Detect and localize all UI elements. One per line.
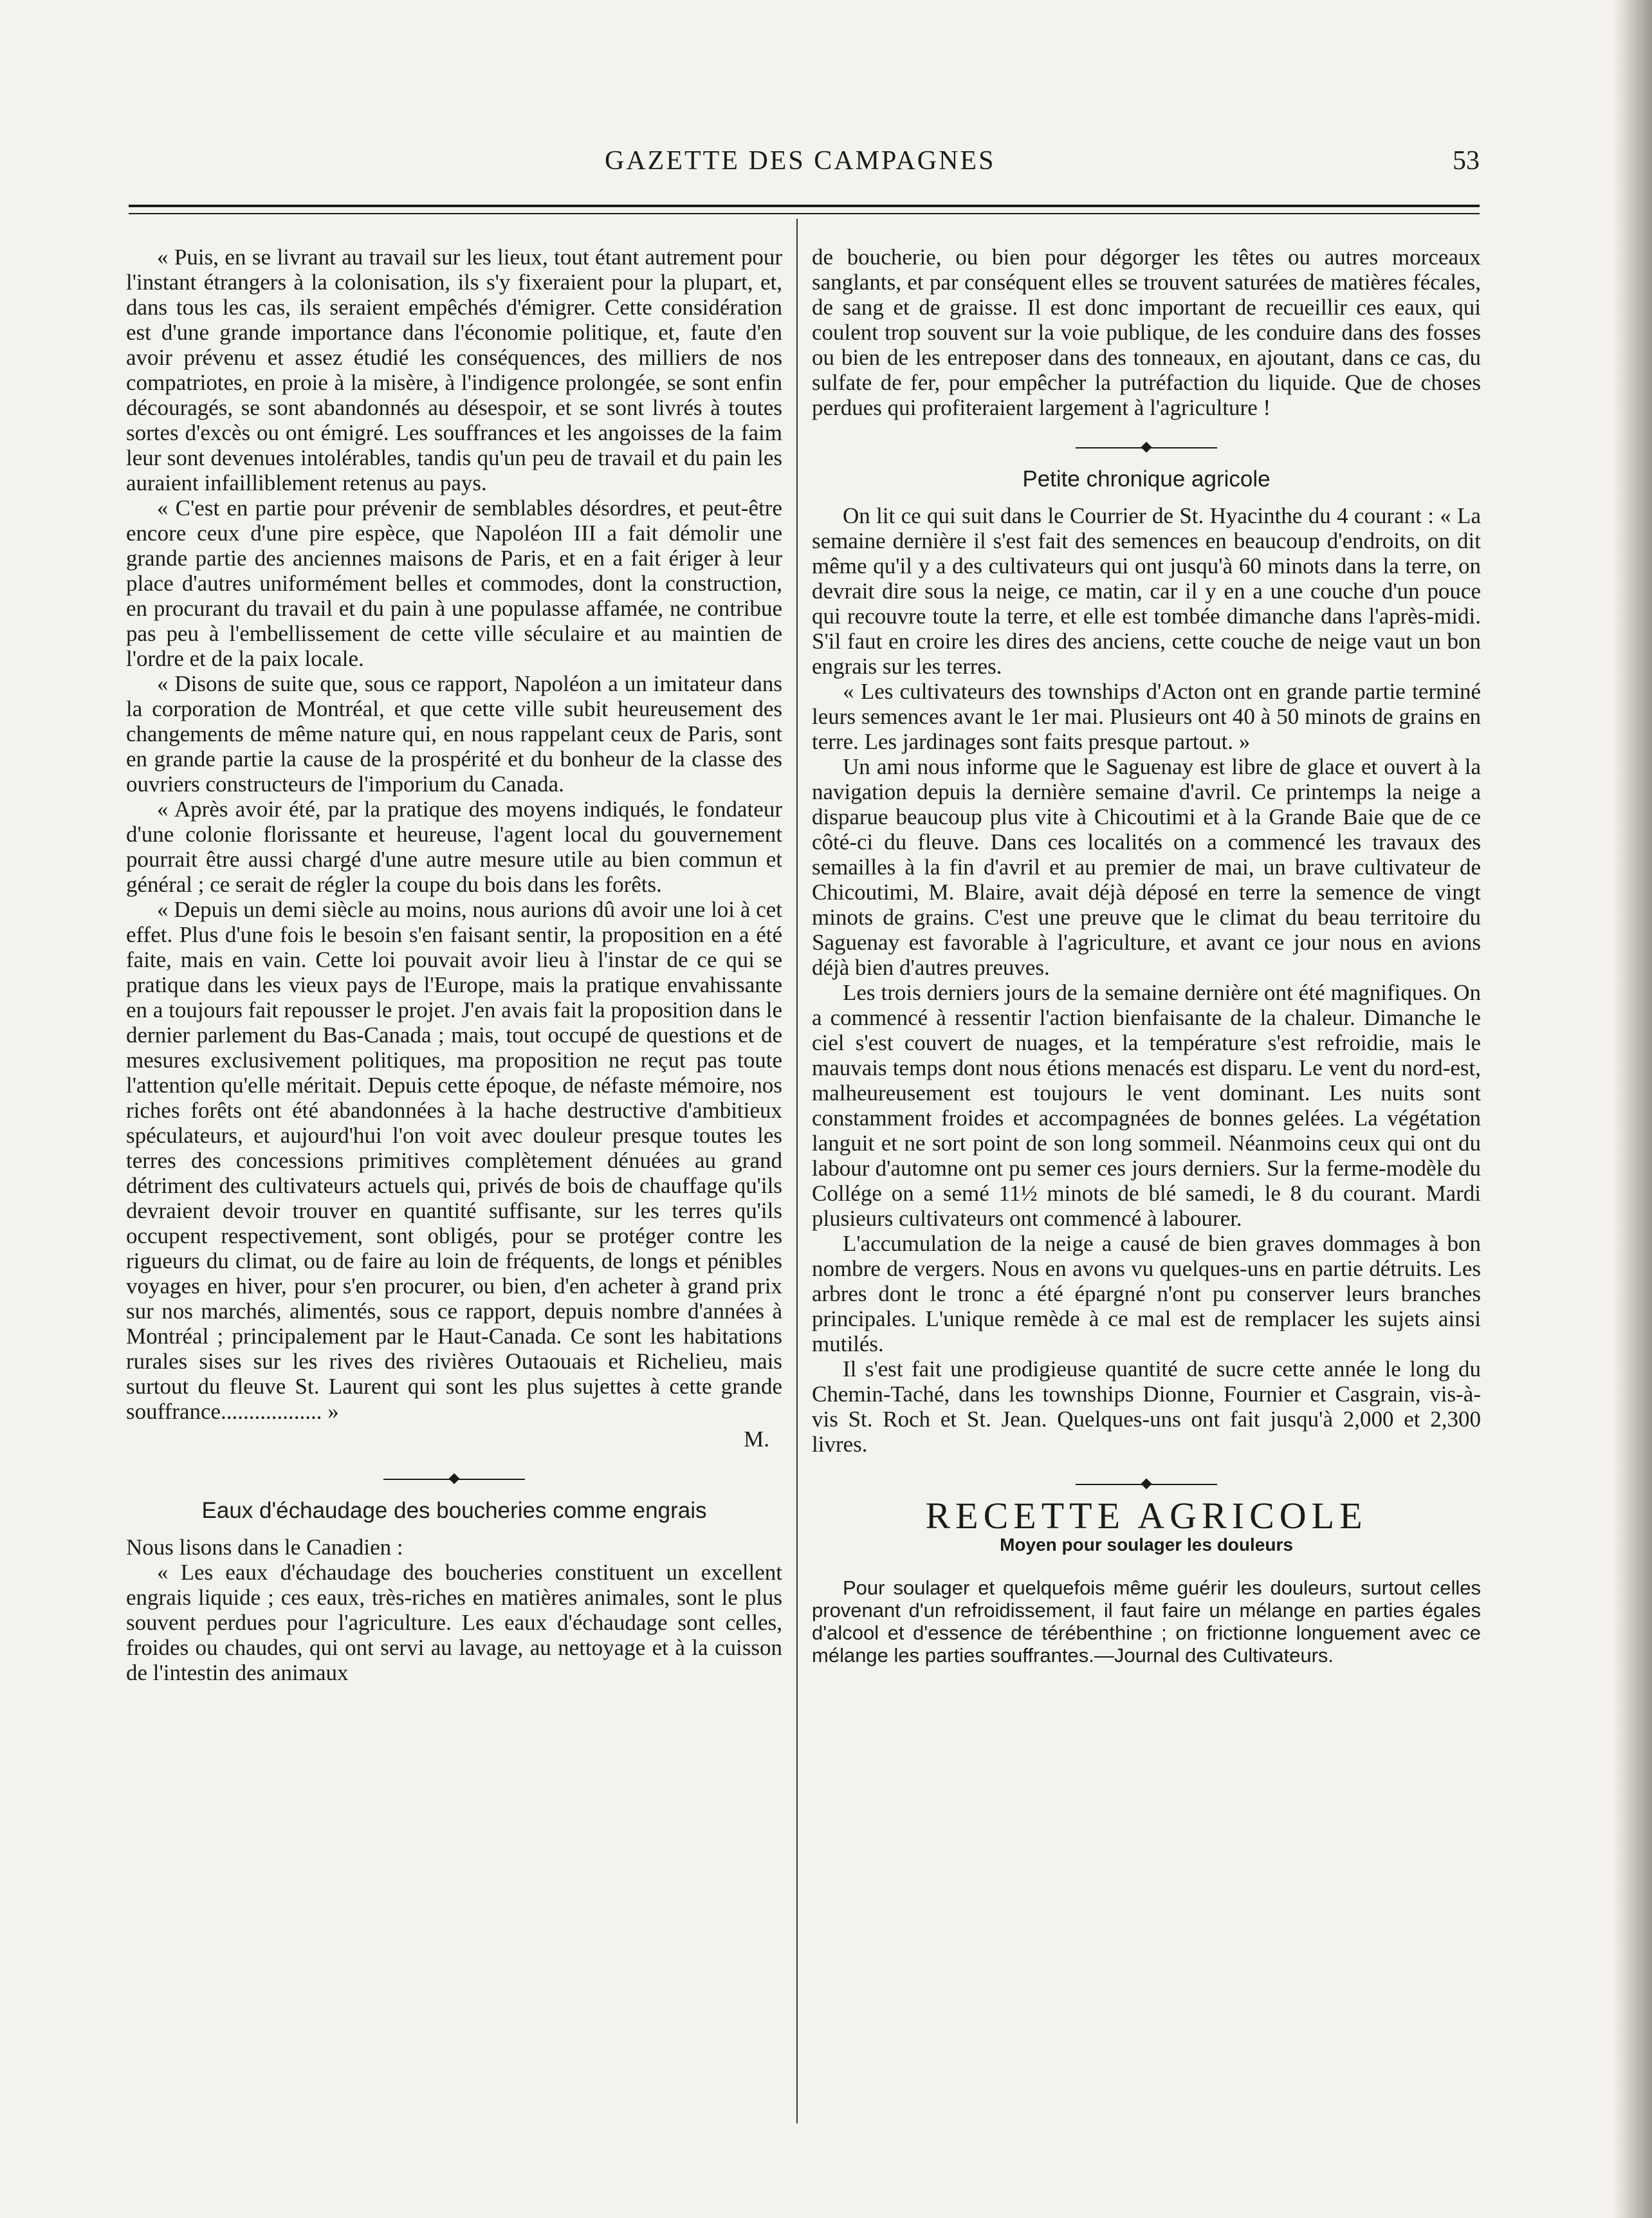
paragraph: Pour soulager et quelquefois même guérir les douleurs, surtout celles provenant d'un refroidissement, il faut faire un mélange en parties égales d'alcool et d'essence de térébenthine ; on frictionne longuement avec ce mélange les parties souffrantes.—Journal des Cultivateurs. — [812, 1576, 1481, 1667]
section-intro: Nous lisons dans le Canadien : — [126, 1535, 403, 1560]
paragraph: L'accumulation de la neige a causé de bien graves dommages à bon nombre de vergers. Nous en avons vu quelques-uns en partie détruits. Les arbres dont le tronc a été épargné n'ont pu conserver leurs branches principales. L'unique remède à ce mal est de remplacer les sujets ainsi mutilés. — [812, 1231, 1481, 1356]
paragraph: Il s'est fait une prodigieuse quantité de sucre cette année le long du Chemin-Taché, dans les townships Dionne, Fournier et Casgrain, vis-à-vis St. Roch et St. Jean. Quelques-uns ont fait jusqu'à 2,000 et 2,300 livres. — [812, 1356, 1481, 1457]
signature: M. — [744, 1427, 769, 1452]
section-title: RECETTE AGRICOLE — [925, 1495, 1368, 1537]
page-header — [129, 145, 1480, 190]
paragraph: « Depuis un demi siècle au moins, nous aurions dû avoir une loi à cet effet. Plus d'une fois le besoin s'en faisant sentir, la proposition en a été faite, mais en vain. Cette loi pouvait avoir lieu à l'instar de ce qui se pratique dans les vieux pays de l'Europe, mais la pratique envahissante en a toujours fait repousser le projet. J'en avais fait la proposition dans le dernier parlement du Bas-Canada ; mais, tout occupé de questions et de mesures exclusivement politiques, ma proposition ne reçut pas toute l'attention qu'elle méritait. Depuis cette époque, de néfaste mémoire, nos riches forêts ont été abandonnées à la hache destructive d'ambitieux spéculateurs, et aujourd'hui l'on voit avec douleur presque toutes les terres des concessions primitives complètement dénuées au grand détriment des cultivateurs actuels qui, privés de bois de chauffage qu'ils devraient devoir trouver en quantité suffisante, sur les terres qu'ils occupent respectivement, sont obligés, pour se protéger contre les rigueurs du climat, ou de faire au loin de fréquents, de longs et pénibles voyages en hiver, pour s'en procurer, ou bien, d'en acheter à grand prix sur nos marchés, alimentés, sous ce rapport, depuis nombre d'années à Montréal ; principalement par le Haut-Canada. Ce sont les habitations rurales sises sur les rives des rivières Outaouais et Richelieu, mais surtout du fleuve St. Laurent qui sont les plus sujettes à cette grande souffrance.................. » — [126, 897, 782, 1424]
section-title: Eaux d'échaudage des boucheries comme engrais — [201, 1498, 707, 1523]
paragraph: « Les eaux d'échaudage des boucheries constituent un excellent engrais liquide ; ces eaux, très-riches en matières animales, sont le plus souvent perdues pour l'agriculture. Les eaux d'échaudage sont celles, froides ou chaudes, qui ont servi au lavage, au nettoyage et à la cuisson de l'intestin des animaux — [126, 1560, 782, 1685]
paragraph: Un ami nous informe que le Saguenay est libre de glace et ouvert à la navigation depuis la dernière semaine d'avril. Ce printemps la neige a disparue beaucoup plus vite à Chicoutimi et à la Grande Baie que de ce côté-ci du fleuve. Dans ces localités on a commencé les travaux des semailles à la fin d'avril et au premier de mai, un brave cultivateur de Chicoutimi, M. Blaire, avait déjà déposé en terre la semence de vingt minots de grains. C'est une preuve que le climat du beau territoire du Saguenay est favorable à l'agriculture, et avant ce jour nous en avions déjà bien d'autres preuves. — [812, 754, 1481, 980]
section-subtitle: Moyen pour soulager les douleurs — [1000, 1535, 1293, 1555]
left-column — [126, 245, 782, 1685]
section-title: Petite chronique agricole — [1022, 467, 1271, 492]
section-separator — [812, 438, 1481, 457]
paragraph: « Puis, en se livrant au travail sur les lieux, tout étant autrement pour l'instant étrangers à la colonisation, ils s'y fixeraient pour la plupart, et, dans tous les cas, ils seraient empêchés d'émigrer. Cette considération est d'une grande importance dans l'économie politique, et, faute d'en avoir prévenu et assez étudié les conséquences, des milliers de nos compatriotes, en proie à la misère, à l'indigence prolongée, se sont enfin découragés, se sont abandonnés au désespoir, et se sont livrés à toutes sortes d'excès ou ont émigré. Les souffrances et les angoisses de la faim leur sont devenues intolérables, tandis qu'un peu de travail et du pain les auraient infailliblement retenus au pays. — [126, 245, 782, 495]
running-title: GAZETTE DES CAMPAGNES — [605, 146, 996, 176]
paragraph: « Les cultivateurs des townships d'Acton ont en grande partie terminé leurs semences avant le 1er mai. Plusieurs ont 40 à 50 minots de grains en terre. Les jardinages sont faits presque partout. » — [812, 679, 1481, 754]
section-separator — [126, 1470, 782, 1489]
right-column — [812, 245, 1481, 1667]
paragraph: « C'est en partie pour prévenir de semblables désordres, et peut-être encore ceux d'une pire espèce, que Napoléon III a fait démolir une grande partie des anciennes maisons de Paris, et en a fait ériger à leur place d'autres uniformément belles et commodes, dont la construction, en procurant du travail et du pain à une populasse affamée, ne contribue pas peu à l'embellissement de cette ville séculaire et au maintien de l'ordre et de la paix locale. — [126, 495, 782, 671]
paragraph: « Après avoir été, par la pratique des moyens indiqués, le fondateur d'une colonie florissante et heureuse, l'agent local du gouvernement pourrait être aussi chargé d'une autre mesure utile au bien commun et général ; ce serait de régler la coupe du bois dans les forêts. — [126, 797, 782, 897]
paragraph-continuation: de boucherie, ou bien pour dégorger les têtes ou autres morceaux sanglants, et par conséquent elles se trouvent saturées de matières fécales, de sang et de graisse. Il est donc important de recueillir ces eaux, qui coulent trop souvent sur la voie publique, de les conduire dans des fosses ou bien de les entreposer dans des tonneaux, en ajoutant, dans ce cas, du sulfate de fer, pour empêcher la putréfaction du liquide. Que de choses perdues qui profiteraient largement à l'agriculture ! — [812, 245, 1481, 420]
paragraph: On lit ce qui suit dans le Courrier de St. Hyacinthe du 4 courant : « La semaine dernière il s'est fait des semences en beaucoup d'endroits, on dit même qu'il y a des cultivateurs qui ont jusqu'à 60 minots dans la terre, on devrait dire sous la neige, ce matin, car il y en a une couche d'un pouce qui recouvre toute la terre, et elle est tombée dimanche dans l'après-midi. S'il faut en croire les dires des anciens, cette couche de neige vaut un bon engrais sur les terres. — [812, 503, 1481, 679]
section-separator — [812, 1475, 1481, 1494]
page-edge-shadow — [1613, 0, 1652, 2218]
paragraph: « Disons de suite que, sous ce rapport, Napoléon a un imitateur dans la corporation de Montréal, et que cette ville subit heureusement des changements de même nature qui, en nous rappelant ceux de Paris, sont en grande partie la cause de la prospérité et du bonheur de la classe des ouvriers constructeurs de l'imporium du Canada. — [126, 671, 782, 797]
paragraph: Les trois derniers jours de la semaine dernière ont été magnifiques. On a commencé à ressentir l'action bienfaisante de la chaleur. Dimanche le ciel s'est couvert de nuages, et la température s'est refroidie, mais le mauvais temps dont nous étions menacés est disparu. Le vent du nord-est, malheureusement est toujours le vent dominant. Les nuits sont constamment froides et accompagnées de bonnes gelées. La végétation languit et ne sort point de son long sommeil. Néanmoins ceux qui ont du labour d'automne ont pu semer ces jours derniers. Sur la ferme-modèle du Collége on a semé 11½ minots de blé samedi, le 8 du courant. Mardi plusieurs cultivateurs ont commencé à labourer. — [812, 980, 1481, 1231]
header-rule — [129, 205, 1480, 214]
page-number: 53 — [1453, 146, 1480, 176]
column-divider — [796, 219, 798, 2123]
